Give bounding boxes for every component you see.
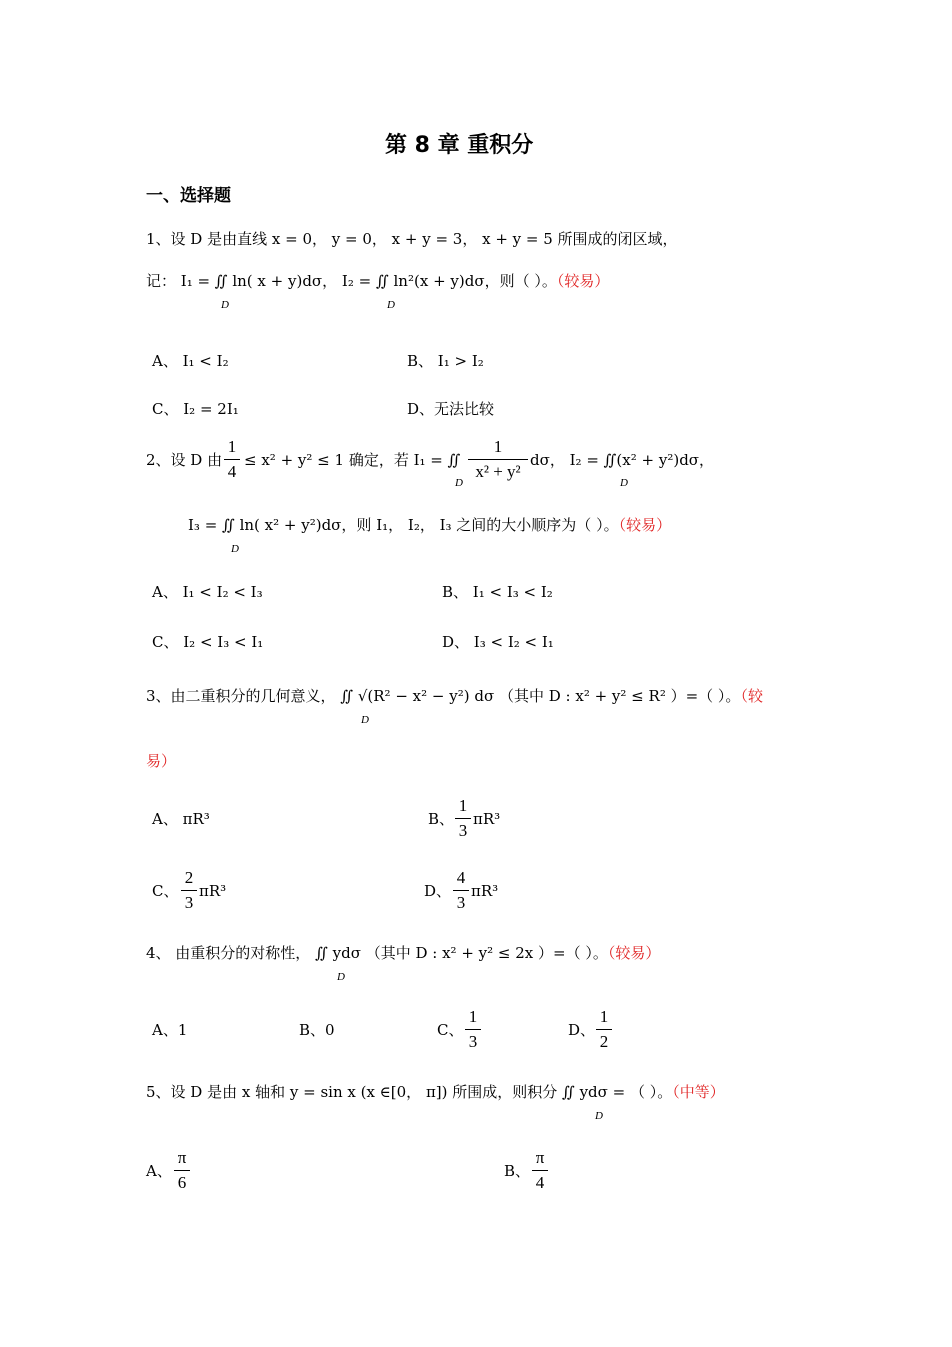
fraction-denominator: 6	[177, 1173, 187, 1192]
option-label: C、	[152, 882, 179, 900]
q2-region-label-1: D	[455, 477, 463, 489]
fraction-numerator: 1	[599, 1007, 609, 1026]
q1-option-d[interactable]: D、无法比较	[407, 400, 495, 418]
fraction-denominator: 3	[468, 1032, 478, 1051]
q4-option-c[interactable]	[437, 1021, 463, 1039]
q2-fraction-quarter	[224, 438, 240, 481]
fraction-denominator: 3	[184, 893, 194, 912]
q5-difficulty: （中等）	[672, 1083, 725, 1101]
q1-option-a[interactable]: A、 I₁ < I₂	[152, 352, 229, 370]
fraction-denominator: 4	[227, 462, 237, 481]
q5-statement: 5、设 D 是由 x 轴和 y = sin x (x ∈[0， π]) 所围成，则积分 ∬ ydσ = （ ）。	[146, 1083, 673, 1101]
q2-option-d[interactable]: D、 I₃ < I₂ < I₁	[442, 633, 554, 651]
q2-region-label-2: D	[620, 477, 628, 489]
q1-region-label-2: D	[387, 299, 395, 311]
q3-line1	[146, 687, 763, 705]
q2-line2	[188, 516, 671, 534]
q3-option-b-fraction	[455, 797, 471, 840]
option-label: B、	[428, 810, 455, 828]
q3-difficulty-part1: （较	[740, 687, 763, 705]
fraction-numerator: 1	[468, 1007, 478, 1026]
q3-region-label: D	[361, 714, 369, 726]
option-label: C、	[437, 1021, 464, 1039]
fraction-numerator: 4	[456, 868, 466, 887]
q2-line1-suffix: dσ， I₂ = ∬(x² + y²)dσ，	[530, 451, 715, 469]
fraction-denominator: 3	[456, 893, 466, 912]
fraction-denominator: x² + y²	[475, 462, 521, 481]
q3-option-b[interactable]	[428, 810, 454, 828]
q4-option-d[interactable]	[568, 1021, 595, 1039]
q1-difficulty: （较易）	[556, 272, 610, 290]
q3-option-d-fraction	[453, 869, 469, 912]
option-label: D、	[424, 882, 452, 900]
q2-statement: I₃ = ∬ ln( x² + y²)dσ，则 I₁， I₂， I₃ 之间的大小顺序为（ ）。	[188, 516, 619, 534]
q5-option-a[interactable]	[146, 1162, 172, 1180]
q4-statement: 4、 由重积分的对称性， ∬ ydσ （其中 D : x² + y² ≤ 2x ）=（ ）。	[146, 944, 608, 962]
q2-fraction-reciprocal	[468, 438, 528, 481]
fraction-denominator: 2	[599, 1032, 609, 1051]
fraction-numerator: π	[177, 1148, 187, 1167]
q4-region-label: D	[337, 971, 345, 983]
fraction-numerator: 1	[493, 437, 503, 456]
section-heading: 一、选择题	[146, 186, 231, 206]
q1-region-label-1: D	[221, 299, 229, 311]
q4-option-c-fraction	[465, 1008, 481, 1051]
q5-region-label: D	[595, 1110, 603, 1122]
q2-difficulty: （较易）	[618, 516, 672, 534]
option-label: B、	[504, 1162, 531, 1180]
q3-option-a[interactable]: A、 πR³	[152, 810, 210, 828]
q5-line1	[146, 1083, 725, 1101]
fraction-denominator: 4	[535, 1173, 545, 1192]
q2-line1-prefix: 2、设 D 由	[146, 451, 223, 469]
page-title: 第 8 章 重积分	[385, 133, 534, 158]
option-label: A、	[146, 1162, 172, 1180]
q3-option-c-fraction	[181, 869, 197, 912]
q3-option-d-tail: πR³	[471, 882, 499, 900]
q1-option-b[interactable]: B、 I₁ > I₂	[407, 352, 484, 370]
q3-option-c-tail: πR³	[199, 882, 227, 900]
q3-statement: 3、由二重积分的几何意义， ∬ √(R² − x² − y²) dσ （其中 D : x² + y² ≤ R² ）=（ ）。	[146, 687, 741, 705]
q4-option-b[interactable]: B、0	[299, 1021, 335, 1039]
q3-option-b-tail: πR³	[473, 810, 501, 828]
q4-line1	[146, 944, 660, 962]
fraction-numerator: 1	[458, 796, 468, 815]
q2-option-a[interactable]: A、 I₁ < I₂ < I₃	[152, 583, 263, 601]
q1-line1: 1、设 D 是由直线 x = 0， y = 0， x + y = 3， x + y = 5 所围成的闭区域，	[146, 230, 678, 248]
q4-option-a[interactable]: A、1	[152, 1021, 188, 1039]
q2-line1-middle: ≤ x² + y² ≤ 1 确定，若 I₁ = ∬	[244, 451, 461, 469]
fraction-numerator: 2	[184, 868, 194, 887]
q3-difficulty-part2: 易）	[146, 752, 177, 770]
q3-option-d[interactable]	[424, 882, 451, 900]
q5-option-b[interactable]	[504, 1162, 530, 1180]
q3-option-c[interactable]	[152, 882, 178, 900]
fraction-numerator: π	[535, 1148, 545, 1167]
q4-difficulty: （较易）	[607, 944, 661, 962]
fraction-denominator: 3	[458, 821, 468, 840]
q1-option-c[interactable]: C、 I₂ = 2I₁	[152, 400, 239, 418]
q5-option-b-fraction	[532, 1149, 548, 1192]
fraction-numerator: 1	[227, 437, 237, 456]
q2-region-label-3: D	[231, 543, 239, 555]
q5-option-a-fraction	[174, 1149, 190, 1192]
option-label: D、	[568, 1021, 596, 1039]
q1-statement: 记： I₁ = ∬ ln( x + y)dσ， I₂ = ∬ ln²(x + y)dσ，则（ ）。	[146, 272, 557, 290]
q2-option-b[interactable]: B、 I₁ < I₃ < I₂	[442, 583, 553, 601]
q2-option-c[interactable]: C、 I₂ < I₃ < I₁	[152, 633, 264, 651]
q1-line2	[146, 272, 609, 290]
q4-option-d-fraction	[596, 1008, 612, 1051]
